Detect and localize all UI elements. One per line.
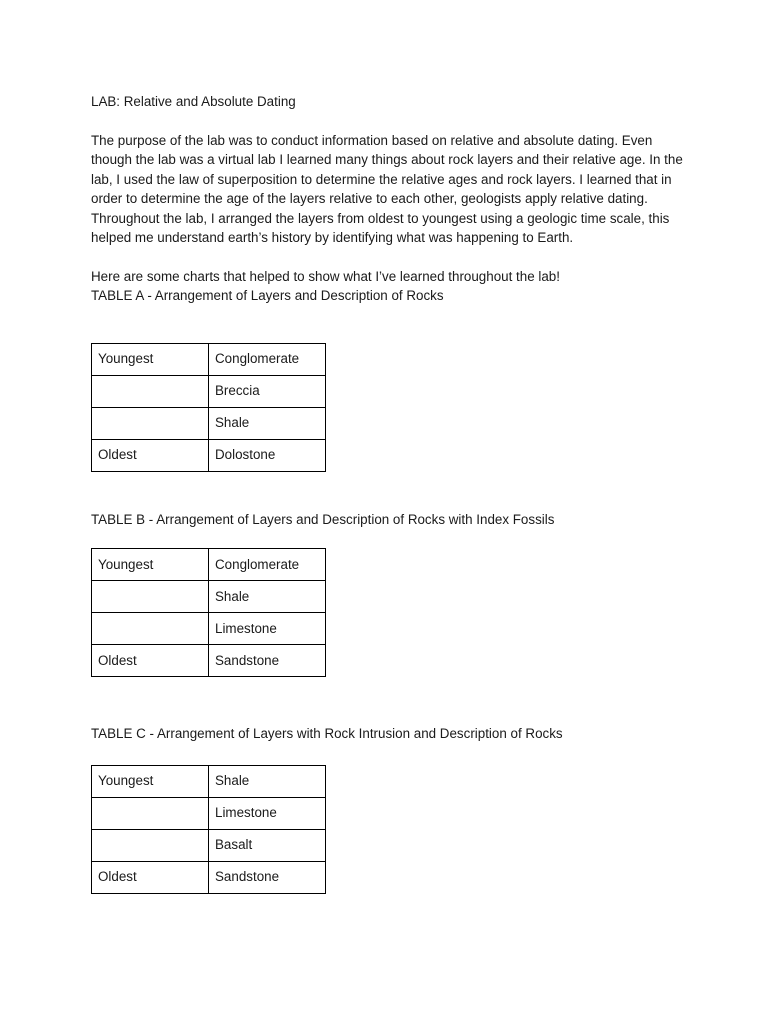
purpose-paragraph: The purpose of the lab was to conduct information based on relative and absolute dating. Even though the lab was a virtual lab I learned many things about rock layers and their relative age. In the lab, I used the law of superposition to determine the relative ages and rock layers. I learned that in order to determine the age of the layers relative to each other, geologists apply relative dating. Throughout the lab, I arranged the layers from oldest to youngest using a geologic time scale, this helped me understand earth’s history by identifying what was happening to Earth.	[91, 132, 683, 245]
table-c	[91, 765, 326, 894]
table-row	[92, 797, 326, 829]
age-cell: Youngest	[92, 765, 209, 797]
age-cell: Youngest	[92, 549, 209, 581]
document-title: LAB: Relative and Absolute Dating	[91, 94, 296, 109]
rock-cell: Sandstone	[209, 645, 326, 677]
table-a-caption: TABLE A - Arrangement of Layers and Description of Rocks	[91, 288, 444, 303]
table-row	[92, 343, 326, 375]
table-row	[92, 375, 326, 407]
age-cell: Youngest	[92, 343, 209, 375]
age-cell: Oldest	[92, 645, 209, 677]
charts-intro: Here are some charts that helped to show what I’ve learned throughout the lab!	[91, 268, 560, 284]
age-cell: Oldest	[92, 439, 209, 471]
table-b-caption: TABLE B - Arrangement of Layers and Description of Rocks with Index Fossils	[91, 511, 555, 527]
table-row	[92, 765, 326, 797]
rock-cell: Shale	[209, 581, 326, 613]
rock-cell: Basalt	[209, 829, 326, 861]
table-a	[91, 343, 326, 472]
age-cell	[92, 407, 209, 439]
rock-cell: Sandstone	[209, 861, 326, 893]
rock-cell: Breccia	[209, 375, 326, 407]
table-b	[91, 548, 326, 677]
table-row	[92, 861, 326, 893]
table-row	[92, 613, 326, 645]
rock-cell: Conglomerate	[209, 343, 326, 375]
table-row	[92, 581, 326, 613]
age-cell: Oldest	[92, 861, 209, 893]
age-cell	[92, 797, 209, 829]
rock-cell: Conglomerate	[209, 549, 326, 581]
age-cell	[92, 581, 209, 613]
table-row	[92, 829, 326, 861]
age-cell	[92, 375, 209, 407]
age-cell	[92, 613, 209, 645]
table-row	[92, 645, 326, 677]
rock-cell: Limestone	[209, 613, 326, 645]
table-c-caption: TABLE C - Arrangement of Layers with Rock Intrusion and Description of Rocks	[91, 726, 563, 741]
rock-cell: Shale	[209, 765, 326, 797]
table-row	[92, 407, 326, 439]
document-body	[91, 92, 691, 894]
table-row	[92, 549, 326, 581]
table-row	[92, 439, 326, 471]
rock-cell: Limestone	[209, 797, 326, 829]
rock-cell: Dolostone	[209, 439, 326, 471]
rock-cell: Shale	[209, 407, 326, 439]
age-cell	[92, 829, 209, 861]
